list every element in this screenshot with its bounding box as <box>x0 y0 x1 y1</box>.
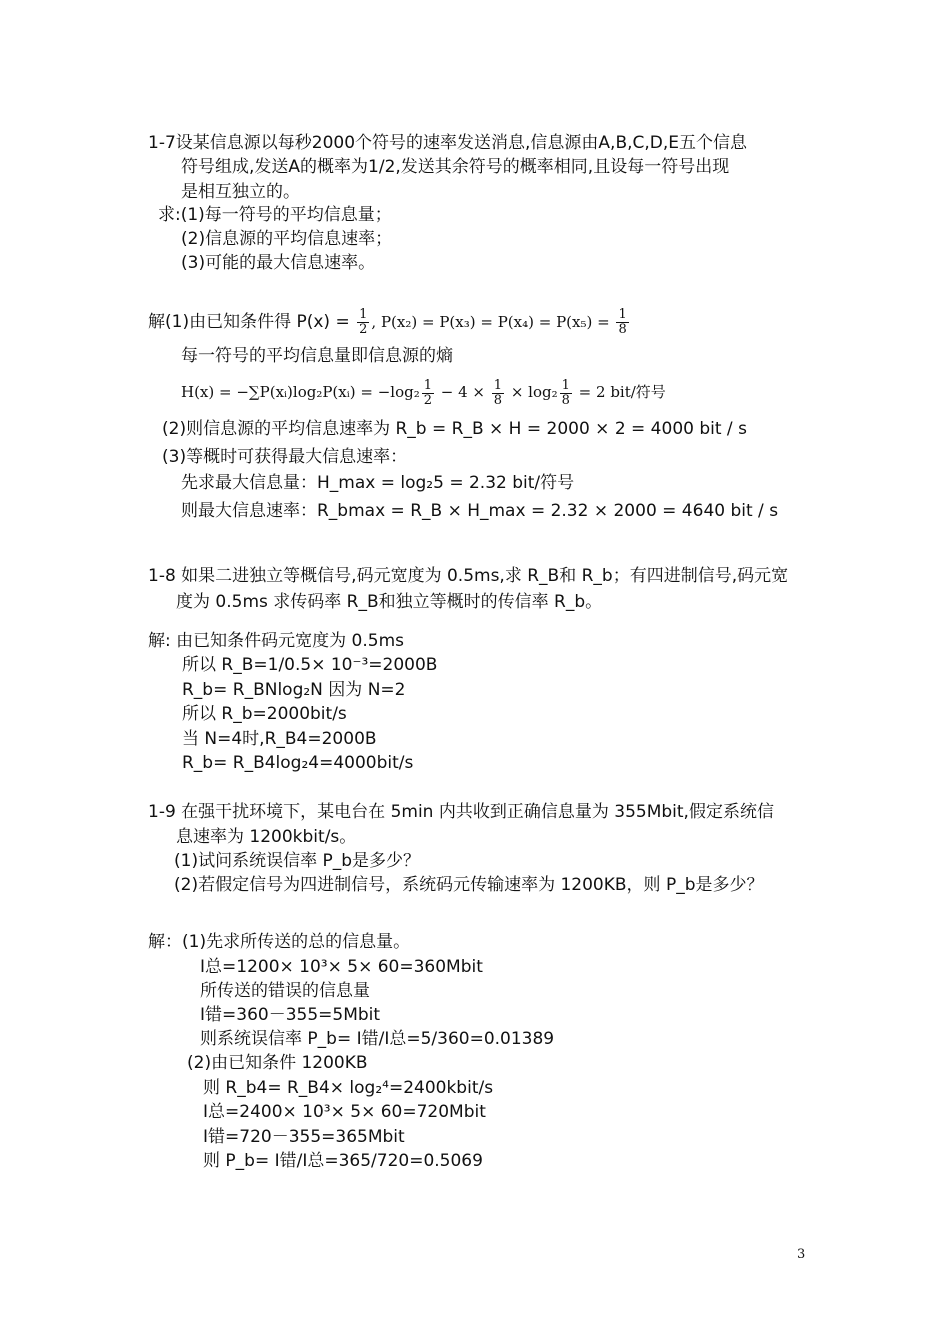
solution-1-9-line-7: 则 R_b4= R_B4× log₂⁴=2400kbit/s <box>203 1078 494 1098</box>
problem-1-9-question-1: (1)试问系统误信率 P_b是多少？ <box>174 851 421 871</box>
entropy-suffix: = 2 bit/符号 <box>573 383 666 401</box>
solution-1-7-entropy-text: 每一符号的平均信息量即信息源的熵 <box>181 346 453 366</box>
problem-1-7-question-2: (2)信息源的平均信息速率； <box>181 229 393 249</box>
problem-1-9-question-2: (2)若假定信号为四进制信号，系统码元传输速率为 1200KB，则 P_b是多少？ <box>174 875 764 895</box>
page-number: 3 <box>797 1247 806 1262</box>
solution-1-7-max-rate: 则最大信息速率：R_bmax = R_B × H_max = 2.32 × 2000 = 4640 bit / s <box>181 501 779 521</box>
solution-1-9-line-8: I总=2400× 10³× 5× 60=720Mbit <box>203 1102 486 1122</box>
solution-1-8-line-5: 当 N=4时,R_B4=2000B <box>182 729 377 749</box>
solution-1-7-step-1 <box>148 306 631 338</box>
solution-1-9-line-1: 解：(1)先求所传送的总的信息量。 <box>148 932 411 952</box>
entropy-mid-2: × log₂ <box>506 383 558 401</box>
entropy-fraction-3: $\frac{1}{8}$ <box>561 377 570 408</box>
solution-1-9-line-3: 所传送的错误的信息量 <box>200 981 370 1001</box>
problem-1-8-line-1: 1-8 如果二进独立等概信号,码元宽度为 0.5ms,求 R_B和 R_b；有四进制信号,码元宽 <box>148 566 789 586</box>
problem-1-7-line-3: 是相互独立的。 <box>181 182 300 202</box>
entropy-fraction-2: $\frac{1}{8}$ <box>493 377 503 408</box>
solution-1-8-line-3: R_b= R_BNlog₂N 因为 N=2 <box>182 680 406 700</box>
solution-1-9-line-6: (2)由已知条件 1200KB <box>187 1053 368 1073</box>
entropy-prefix: H(x) = −∑P(xᵢ)log₂P(xᵢ) = −log₂ <box>181 383 420 401</box>
problem-1-8-line-2: 度为 0.5ms 求传码率 R_B和独立等概时的传信率 R_b。 <box>176 592 603 612</box>
entropy-mid: − 4 × <box>436 383 490 401</box>
solution-1-8-line-6: R_b= R_B4log₂4=4000bit/s <box>182 753 414 773</box>
entropy-fraction-1: $\frac{1}{2}$ <box>423 377 433 408</box>
fraction-one-eighth: $\frac{1}{8}$ <box>618 306 627 337</box>
fraction-one-half: $\frac{1}{2}$ <box>359 306 368 337</box>
solution-1-9-line-4: I错=360－355=5Mbit <box>200 1005 381 1025</box>
solution-1-8-line-2: 所以 R_B=1/0.5× 10⁻³=2000B <box>182 655 438 675</box>
problem-1-7-line-2: 符号组成,发送A的概率为1/2,发送其余符号的概率相同,且设每一符号出现 <box>181 157 730 177</box>
solution-1-7-entropy-formula <box>181 375 666 409</box>
solution-1-9-line-2: I总=1200× 10³× 5× 60=360Mbit <box>200 957 483 977</box>
solution-1-7-step-3: (3)等概时可获得最大信息速率： <box>162 447 408 467</box>
problem-1-7-line-1: 1-7设某信息源以每秒2000个符号的速率发送消息,信息源由A,B,C,D,E五个信息 <box>148 133 748 153</box>
solution-1-9-line-5: 则系统误信率 P_b= I错/I总=5/360=0.01389 <box>200 1029 555 1049</box>
solution-1-7-step-2: (2)则信息源的平均信息速率为 R_b = R_B × H = 2000 × 2 = 4000 bit / s <box>162 419 747 439</box>
problem-1-7-question-3: (3)可能的最大信息速率。 <box>181 253 376 273</box>
solution-1-9-line-9: I错=720－355=365Mbit <box>203 1127 405 1147</box>
solution-1-8-line-4: 所以 R_b=2000bit/s <box>182 704 347 724</box>
solution-1-7-max-info: 先求最大信息量：H_max = log₂5 = 2.32 bit/符号 <box>181 473 575 493</box>
solution-1-8-line-1: 解: 由已知条件码元宽度为 0.5ms <box>148 631 404 651</box>
step-1-prefix: 解(1)由已知条件得 P(x) = <box>148 312 356 332</box>
problem-1-9-line-2: 息速率为 1200kbit/s。 <box>176 827 357 847</box>
problem-1-9-line-1: 1-9 在强干扰环境下，某电台在 5min 内共收到正确信息量为 355Mbit,假定系统信 <box>148 802 774 822</box>
step-1-middle: , P(x₂) = P(x₃) = P(x₄) = P(x₅) = <box>371 313 615 331</box>
solution-1-9-line-10: 则 P_b= I错/I总=365/720=0.5069 <box>203 1151 483 1171</box>
problem-1-7-question-1: 求:(1)每一符号的平均信息量； <box>158 205 392 225</box>
